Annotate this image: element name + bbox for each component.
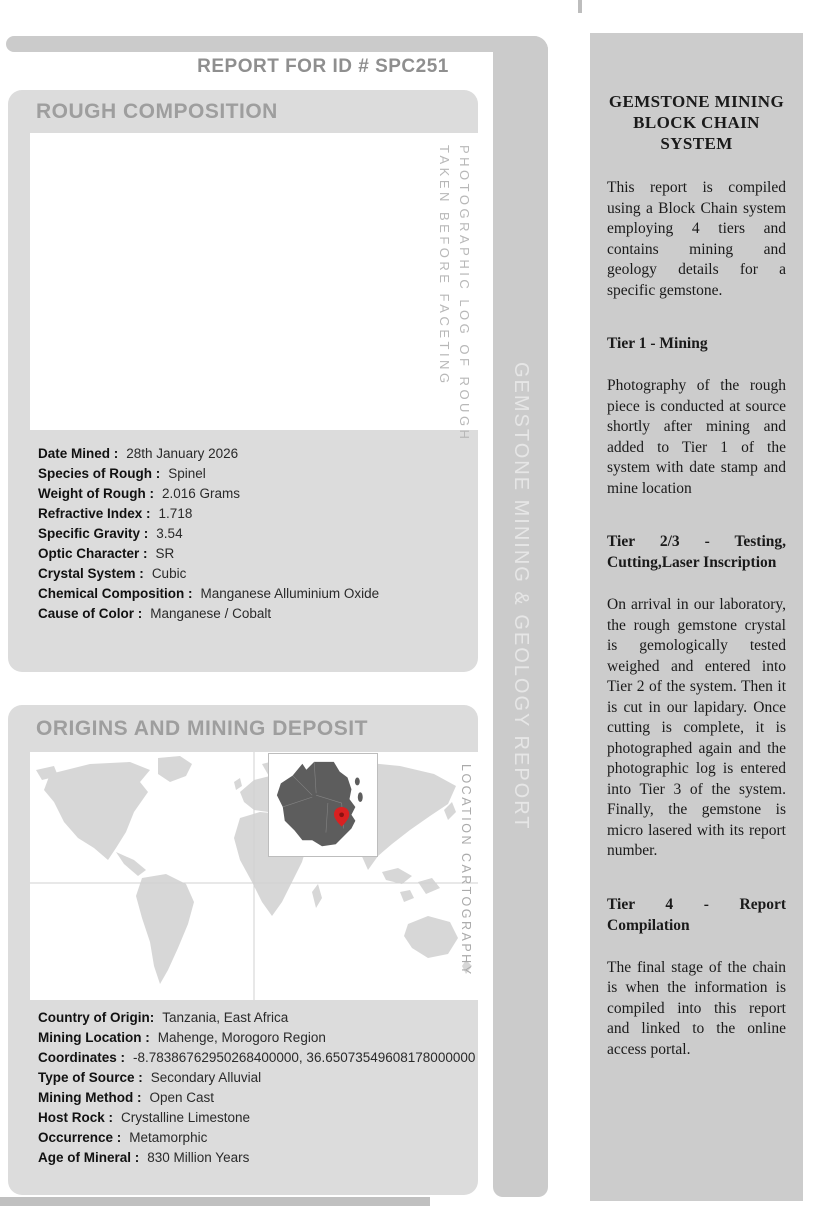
sidebar-paragraph: This report is compiled using a Block Chain system employing 4 tiers and contains mining and geology details for a specific gemstone. xyxy=(607,179,786,299)
sidebar-paragraph: Photography of the rough piece is conducted at source shortly after mining and added to Tier 1 of the system with date stamp and mine location xyxy=(607,377,786,497)
tanzania-shape xyxy=(277,762,355,846)
sidebar-heading-tier4: Tier 4 - Report Compilation xyxy=(607,895,786,934)
field-row: Type of Source : Secondary Alluvial xyxy=(38,1070,262,1085)
page-title: REPORT FOR ID # SPC251 xyxy=(197,56,449,77)
photo-caption xyxy=(434,145,474,442)
field-row: Occurrence : Metamorphic xyxy=(38,1130,208,1145)
map-box xyxy=(30,752,478,1000)
field-row: Species of Rough : Spinel xyxy=(38,466,206,481)
rough-composition-title: ROUGH COMPOSITION xyxy=(36,100,278,123)
field-row: Weight of Rough : 2.016 Grams xyxy=(38,486,241,501)
rough-composition-panel xyxy=(8,90,478,672)
rough-photo-box xyxy=(30,133,478,443)
rough-fields-list xyxy=(38,444,379,624)
field-row: Optic Character : SR xyxy=(38,546,175,561)
top-bar xyxy=(6,36,548,52)
field-row: Mining Method : Open Cast xyxy=(38,1090,215,1105)
origins-title: ORIGINS AND MINING DEPOSIT xyxy=(36,717,368,740)
sidebar-heading-tier1: Tier 1 - Mining xyxy=(607,335,708,352)
vertical-banner-text: GEMSTONE MINING & GEOLOGY REPORT xyxy=(510,362,532,831)
field-row: Refractive Index : 1.718 xyxy=(38,506,193,521)
sidebar-paragraph: On arrival in our laboratory, the rough gemstone crystal is gemologically tested weighed and entered into Tier 2 of the system. Then it is cut in our lapidary. Once cutting is complete, it is photographed again and the photographic log is entered into Tier 3 of the system. Finally, the gemstone is micro lasered with its report number. xyxy=(607,596,786,859)
vertical-banner xyxy=(493,36,548,1197)
field-row: Age of Mineral : 830 Million Years xyxy=(38,1150,250,1165)
field-row: Host Rock : Crystalline Limestone xyxy=(38,1110,251,1125)
tanzania-inset-map xyxy=(268,753,378,857)
field-row: Date Mined : 28th January 2026 xyxy=(38,446,239,461)
field-row: Cause of Color : Manganese / Cobalt xyxy=(38,606,272,621)
sidebar-heading-tier23: Tier 2/3 - Testing, Cutting,Laser Inscription xyxy=(607,533,786,571)
top-tick-mark xyxy=(578,0,582,13)
origins-fields-list xyxy=(38,1008,475,1168)
sidebar-title: GEMSTONE MINING BLOCK CHAIN SYSTEM xyxy=(608,92,785,153)
blockchain-sidebar xyxy=(590,33,803,1201)
photo-caption-line-1: PHOTOGRAPHIC LOG OF ROUGH xyxy=(457,145,472,443)
sidebar-paragraph: The final stage of the chain is when the information is compiled into this report and linked to the online access portal. xyxy=(607,958,786,1058)
map-caption: LOCATION CARTOGRAPHY xyxy=(459,764,473,977)
field-row: Mining Location : Mahenge, Morogoro Region xyxy=(38,1030,326,1045)
world-map xyxy=(30,752,478,1000)
origins-panel xyxy=(8,705,478,1195)
field-row: Coordinates : -8.78386762950268400000, 36.65073549608178000000 xyxy=(38,1050,476,1065)
bottom-bar xyxy=(0,1197,430,1206)
photo-caption-line-2: TAKEN BEFORE FACETING xyxy=(436,145,452,387)
field-row: Chemical Composition : Manganese Alluminium Oxide xyxy=(38,586,380,601)
field-row: Crystal System : Cubic xyxy=(38,566,187,581)
field-row: Country of Origin: Tanzania, East Africa xyxy=(38,1010,289,1025)
field-row: Specific Gravity : 3.54 xyxy=(38,526,183,541)
